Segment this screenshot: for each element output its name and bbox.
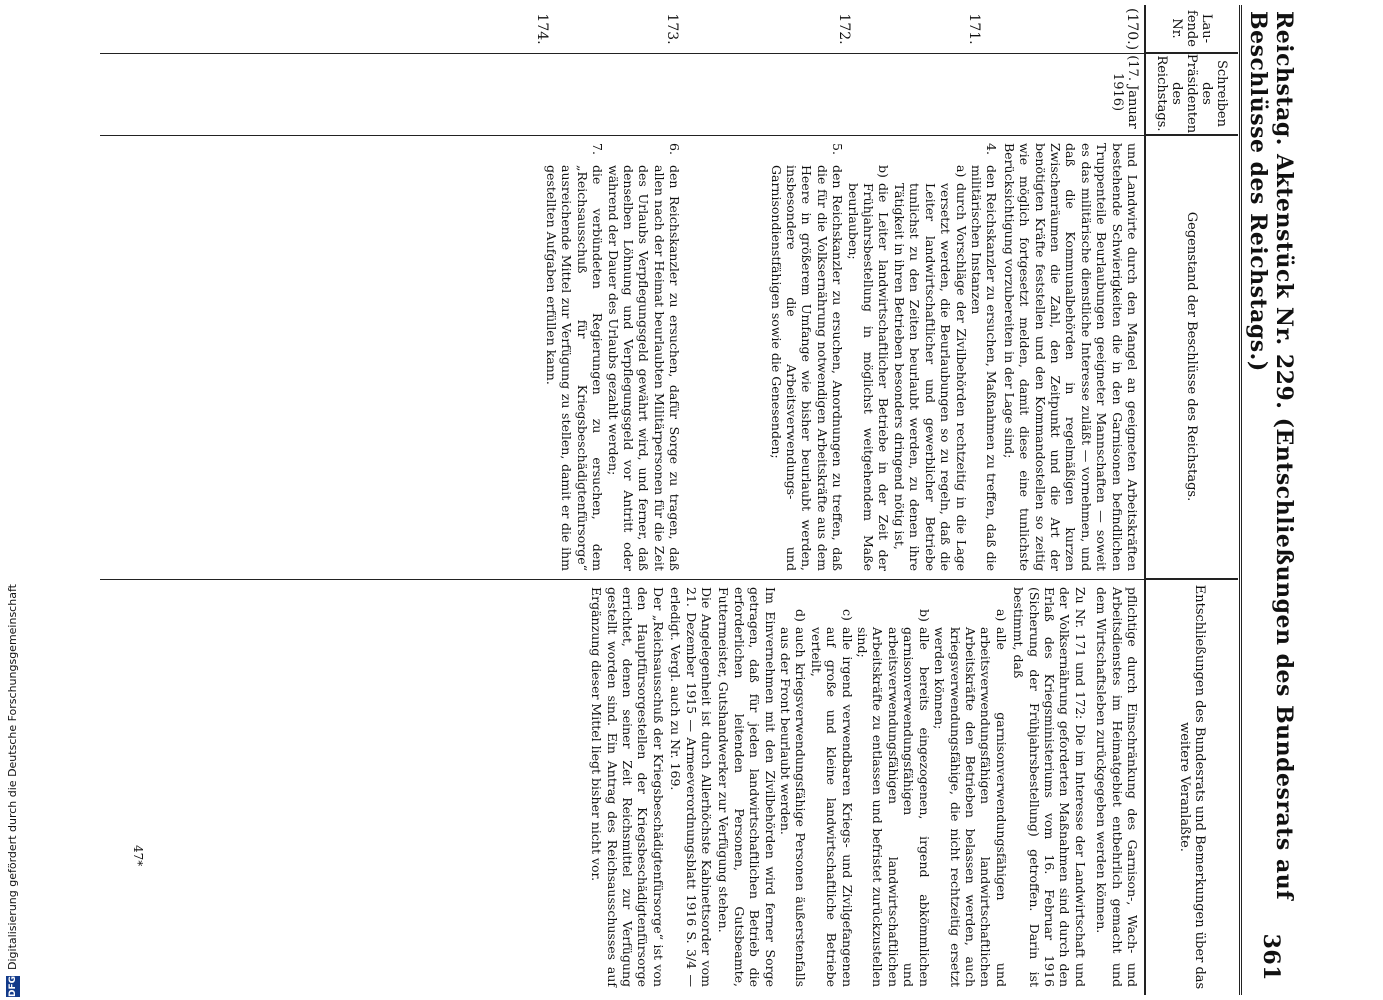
list-subitem [808, 587, 854, 987]
item-letter: b) [916, 609, 932, 622]
item-letter: b) [876, 165, 892, 178]
list-subitem [855, 587, 932, 987]
row-number: 174. [534, 13, 550, 45]
list-item [969, 143, 1000, 571]
item-letter: d) [793, 609, 809, 622]
list-subitem [845, 143, 891, 571]
col-head-laufende-nr: Lau-fende Nr. [1146, 5, 1238, 53]
item-number: 6. [667, 143, 683, 155]
item-text: den Reichskanzler zu ersuchen, Anordnungen zu treffen, daß die für die Volksernährung notwendigen Arbeitskräfte aus dem Heere in größerem Umfange wie bisher beurlaubt werden, insbesondere die Arbeitsverwendungs- und Garnisondienstfähigen sowie die Genesenden; [768, 165, 846, 571]
item-text: alle bereits eingezogenen, irgend abkömmlichen garnisonverwendungsfähigen und arbeitsverwendungsfähigen landwirtschaftlichen Arbeitskräfte zu entlassen und befristet zurückzustellen sind; [855, 627, 932, 987]
item-number: 7. [590, 143, 606, 155]
list-item [768, 143, 845, 571]
col-head-schreiben: Schreiben des Präsidenten des Reichstags. [1146, 53, 1238, 135]
item-number: 5. [830, 143, 846, 155]
list-subitem [932, 587, 1009, 987]
gegenstand-column [544, 143, 1140, 571]
list-item [544, 143, 606, 571]
item-text: durch Vorschläge der Zivilbehörden rechtzeitig in die Lage versetzt werden, die Beurlaubungen so zu regeln, daß die Leiter landwirtschaftlicher und gewerblicher Betriebe tunlichst zu den Zeiten beurlaubt werden, zu denen ihre Tätigkeit in ihren Betrieben besonders dringend nötig ist, [891, 183, 969, 571]
item-text: den Reichskanzler zu ersuchen, Maßnahmen zu treffen, daß die militärischen Instanzen [968, 165, 1000, 571]
item-number: 4. [984, 143, 1000, 155]
dfg-logo: DFG [8, 975, 18, 997]
entschliessungen-column [587, 587, 1140, 987]
paragraph: Im Einvernehmen mit den Zivilbehörden wird ferner Sorge getragen, daß für jeden landwirtschaftlichen Betrieb die erforderlichen leitenden Personen, Gutsbeamte, Futtermeister, Gutshandwerker zur Verfügung stehen. [716, 587, 778, 987]
document-page [100, 5, 1300, 995]
col-head-gegenstand: Gegenstand der Beschlüsse des Reichstags. [1146, 135, 1238, 579]
item-letter: a) [993, 609, 1009, 622]
column-divider [100, 579, 1238, 580]
item-text: die verbündeten Regierungen zu ersuchen, dem „Reichsausschuß für Kriegsbeschädigtenfürsorge“ ausreichende Mittel zur Verfügung zu stellen, damit er die ihm gestellten Aufgaben erfüllen kann. [544, 165, 606, 571]
row-number: (170.) [1124, 7, 1140, 51]
list-item [605, 143, 682, 571]
page-header [1239, 5, 1300, 995]
paragraph: Der „Reichsausschuß der Kriegsbeschädigtenfürsorge“ ist von den Hauptfürsorgestellen der Kriegsbeschädigtenfürsorge errichtet, denen seiner Zeit Reichsmittel zur Verfügung gestellt worden sind. Ein Antrag des Reichsausschusses auf Ergänzung dieser Mittel liegt bisher nicht vor. [589, 587, 666, 987]
header-rule [1144, 5, 1146, 995]
page-title: Reichstag. Aktenstück Nr. 229. (Entschließungen des Bundesrats auf Beschlüsse des Reichstags.) [1245, 11, 1297, 901]
paragraph: Zu Nr. 171 und 172: Die im Interesse der Landwirtschaft und der Volksernährung geforderten Maßnahmen sind durch den Erlaß des Kriegsministeriums vom 16. Februar 1916 (Sicherung der Frühjahrsbestellung) getroffen. Darin ist bestimmt, daß [1011, 587, 1088, 987]
paragraph: pflichtige durch Einschränkung des Garnison-, Wach- und Arbeitsdienstes im Heimatgebiet entbehrlich gemacht und dem Wirtschaftsleben zurückgegeben werden können. [1094, 587, 1140, 987]
item-letter: a) [953, 165, 969, 178]
column-divider [100, 135, 1238, 136]
paragraph: Die Angelegenheit ist durch Allerhöchste Kabinettsorder vom 21. Dezember 1915 — Armeeverordnungsblatt 1916 S. 3/4 — erledigt. Vergl. auch zu Nr. 169. [668, 587, 715, 987]
signature-mark: 47* [131, 845, 145, 867]
row-date: (17. Januar 1916) [1110, 55, 1140, 129]
column-divider [100, 53, 1238, 54]
funding-note: Digitalisierung gefördert durch die Deutsche Forschungsgemeinschaft [6, 584, 19, 970]
paragraph: und Landwirte durch den Mangel an geeigneten Arbeitskräften bestehende Schwierigkeiten die in den Garnisonen befindlichen Truppenteile Beurlaubungen geeigneter Mannschaften — soweit es das militärische dienstliche Interesse zuläßt — vornehmen, und daß die Kommunalbehörden in regelmäßigen kurzen Zwischenräumen die Zahl, den Zeitpunkt und die Art der benötigten Kräfte feststellen und den Kommandostellen so zeitig wie möglich fortgesetzt melden, damit diese eine tunlichste Berücksichtigung vorzubereiten in der Lage sind; [1001, 143, 1140, 571]
item-text: auch kriegsverwendungsfähige Personen äußerstenfalls aus der Front beurlaubt werden. [778, 627, 809, 987]
col-head-entschliessungen: Entschließungen des Bundesrats und Bemerkungen über das weitere Veranlaßte. [1177, 584, 1207, 990]
item-text: alle garnisonverwendungsfähigen und arbeitsverwendungsfähigen landwirtschaftlichen Arbeitskräfte den Betrieben belassen werden, auch kriegsverwendungsfähige, die nicht rechtzeitig ersetzt werden können; [932, 627, 1009, 987]
funding-footer [0, 584, 22, 997]
row-number: 172. [836, 13, 852, 45]
row-number: 173. [664, 13, 680, 45]
list-subitem [778, 587, 809, 987]
item-text: die Leiter landwirtschaftlicher Betriebe in der Zeit der Frühjahrsbestellung in möglichst weitgehendem Maße beurlauben; [845, 183, 892, 571]
row-number: 171. [966, 13, 982, 45]
list-subitem [892, 143, 969, 571]
item-letter: c) [839, 609, 855, 621]
item-text: alle irgend verwendbaren Kriegs- und Zivilgefangenen auf große und kleine landwirtschaftliche Betriebe verteilt, [808, 627, 855, 987]
page-number: 361 [1258, 933, 1284, 981]
item-text: den Reichskanzler zu ersuchen, dafür Sorge zu tragen, daß allen nach der Heimat beurlaubten Militärpersonen für die Zeit des Urlaubs Verpflegungsgeld gewährt wird, und ferner, daß denselben Löhnung und Verpflegungsgeld vor Antritt oder während der Dauer des Urlaubs gezahlt werden; [605, 165, 683, 571]
